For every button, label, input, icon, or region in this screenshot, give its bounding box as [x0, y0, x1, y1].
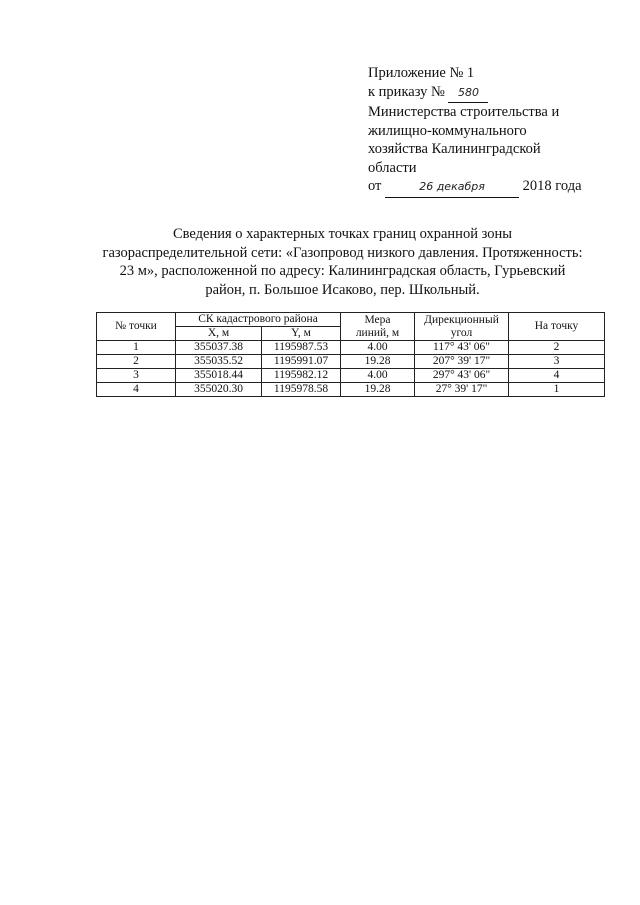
header-y: Y, м: [262, 327, 341, 341]
header-angle: [415, 313, 509, 341]
date-field: [385, 177, 519, 198]
cell-point-no: 2: [97, 355, 176, 369]
cell-measure: 19.28: [341, 355, 415, 369]
cell-to-point: 4: [509, 369, 605, 383]
cell-to-point: 3: [509, 355, 605, 369]
cell-y: 1195991.07: [262, 355, 341, 369]
cell-y: 1195987.53: [262, 341, 341, 355]
order-number-field: [448, 83, 488, 104]
title-line-4: район, п. Большое Исаково, пер. Школьный.: [205, 281, 480, 298]
cell-measure: 4.00: [341, 369, 415, 383]
cell-point-no: 4: [97, 383, 176, 397]
date-line: [368, 177, 618, 198]
table-row: [97, 341, 605, 355]
order-prefix: к приказу №: [368, 83, 445, 100]
header-to-point: На точку: [509, 313, 605, 341]
appendix-block: [368, 64, 618, 198]
header-point-no: № точки: [97, 313, 176, 341]
table-row: [97, 355, 605, 369]
header-sk-group: СК кадастрового района: [176, 313, 341, 327]
cell-measure: 4.00: [341, 341, 415, 355]
ministry-line-1: Министерства строительства и: [368, 104, 560, 120]
order-number-handwritten: 580: [457, 85, 479, 99]
cell-point-no: 3: [97, 369, 176, 383]
title-line-3: 23 м», расположенной по адресу: Калининградская область, Гурьевский: [119, 263, 566, 279]
cell-to-point: 2: [509, 341, 605, 355]
cell-x: 355037.38: [176, 341, 262, 355]
header-x: X, м: [176, 327, 262, 341]
appendix-title: Приложение № 1: [368, 65, 475, 81]
title-line-2: газораспределительной сети: «Газопровод низкого давления. Протяженность:: [102, 244, 583, 261]
cell-x: 355020.30: [176, 383, 262, 397]
date-handwritten: 26 декабря: [419, 180, 485, 193]
document-title: [70, 225, 615, 299]
cell-point-no: 1: [97, 341, 176, 355]
header-angle-l1: Дирекционный: [424, 313, 499, 326]
table-row: [97, 383, 605, 397]
cell-angle: 117° 43' 06": [415, 341, 509, 355]
title-line-1: Сведения о характерных точках границ охранной зоны: [173, 226, 512, 242]
date-suffix: 2018 года: [522, 178, 582, 194]
boundary-points-table: [96, 312, 605, 397]
cell-angle: 297° 43' 06": [415, 369, 509, 383]
ministry-line-4: области: [368, 159, 417, 176]
header-measure-l1: Мера: [364, 313, 391, 326]
cell-to-point: 1: [509, 383, 605, 397]
ministry-line-3: хозяйства Калининградской: [368, 141, 541, 157]
header-measure: [341, 313, 415, 341]
date-prefix: от: [368, 178, 382, 194]
cell-angle: 207° 39' 17": [415, 355, 509, 369]
ministry-line-2: жилищно-коммунального: [368, 122, 527, 139]
cell-measure: 19.28: [341, 383, 415, 397]
cell-y: 1195982.12: [262, 369, 341, 383]
cell-y: 1195978.58: [262, 383, 341, 397]
header-angle-l2: угол: [450, 326, 473, 339]
header-measure-l2: линий, м: [355, 326, 400, 339]
order-number-line: [368, 83, 618, 104]
cell-x: 355035.52: [176, 355, 262, 369]
cell-angle: 27° 39' 17": [415, 383, 509, 397]
table-row: [97, 369, 605, 383]
cell-x: 355018.44: [176, 369, 262, 383]
